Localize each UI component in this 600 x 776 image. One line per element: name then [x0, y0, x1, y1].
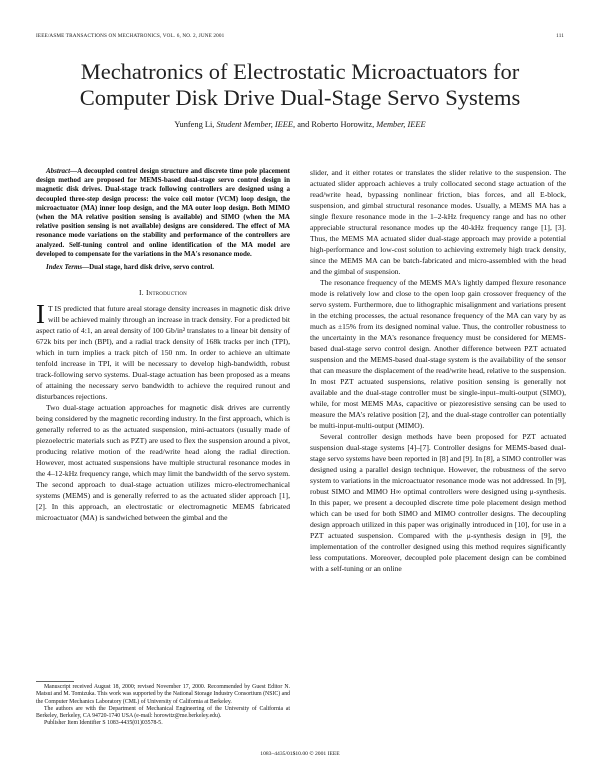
intro-paragraph-2: Two dual-stage actuation approaches for magnetic disk drives are currently being considered by the magnetic recording industry. In the first approach, which is generally referred to as the actuated suspension, mini-actuators (usually made of piezoelectric materials such as PZT) are used to flex the suspension around a pivot, producing relative motion of the read/write head along the radial direction. However, most actuated suspensions have multiple structural resonance modes in the 4–12-kHz frequency range, which may limit the bandwidth of the servo system. The second approach to dual-stage actuation utilizes micro-electromechanical systems (MEMS) and is generally referred to as the actuated slider approach [1], [2]. In this approach, an electrostatic or electromagnetic MEMS fabricated microactuator (MA) is sandwiched between the gimbal and the	[36, 403, 290, 523]
paper-title	[40, 59, 560, 111]
abstract-label: Abstract—	[46, 167, 78, 175]
footnote-affiliation: The authors are with the Department of Mechanical Engineering of the University of California at Berkeley, Berkeley, CA 94720-1740 USA (e-mail: horowitz@me.berkeley.edu).	[36, 705, 290, 720]
author-2-role: Member, IEEE	[376, 120, 426, 129]
index-terms	[36, 263, 290, 272]
title-line-2: Computer Disk Drive Dual-Stage Servo Systems	[79, 85, 521, 110]
author-conjunction: and Roberto Horowitz,	[295, 120, 377, 129]
footnote	[36, 684, 290, 728]
index-terms-label: Index Terms—	[46, 263, 90, 272]
author-1-role: Student Member, IEEE,	[216, 120, 296, 129]
right-paragraph-1: slider, and it either rotates or translates the slider relative to the suspension. The actuated slider approach achieves a truly collocated second stage actuation of the read/write head, bypassing nonlinear friction, bias forces, and all E-block, suspension, and gimbal structural resonance modes. Usually, a MEMS MA has a single flexure resonance mode in the 1–2-kHz frequency range and has no other appreciable structural resonance modes up the 40-kHz frequency range [1], [3]. Thus, the MEMS MA actuated slider dual-stage approach may provide a potential high-performance and low-cost solution to achieving extremely high track density, since the MEMS MA can be batch-fabricated and micro-assembled with the head and the gimbal of suspension.	[310, 168, 566, 276]
footnote-received: Manuscript received August 18, 2000; revised November 17, 2000. Recommended by Guest Editor N. Matsui and M. Tomizuka. This work was supported by the National Storage Industry Consortium (NSIC) and the Computer Mechanics Laboratory (CML) of University of California at Berkeley.	[36, 684, 290, 705]
abstract	[36, 167, 290, 259]
abstract-text: A decoupled control design structure and discrete time pole placement design method are proposed for MEMS-based dual-stage servo control design in magnetic disk drives. Dual-stage track following controllers are designed using a decoupled three-step design process: the voice coil motor (VCM) loop design, the microactuator (MA) inner loop design, and the MA outer loop design. Both MIMO (when the MA relative position sensing is available) and SIMO (when the MA relative position sensing is not available) designs are considered. The effect of MA resonance mode variations on the stability and performance of the controllers are analyzed. Self-tuning control and online identification of the MA model are developed to compensate for the variations in the MA's resonance mode.	[36, 167, 290, 258]
right-column	[310, 167, 566, 574]
intro-paragraph-1: I T IS predicted that future areal storage density increases in magnetic disk drive will be achieved mainly through an increase in track density. For a predicted bit aspect ratio of 4:1, an areal density of 100 Gb/in² translates to a linear bit density of 672k bits per inch (BPI), and a radial track density of 168k tracks per inch (TPI), which in turn implies a track pitch of 150 nm. In order to achieve an ultimate tenfold increase in TPI, it will be necessary to develop high-bandwidth, robust track-following servo systems. Dual-stage actuation has been proposed as a means of attaining the necessary servo bandwidth to achieve the required runout and disturbances rejections.	[36, 299, 291, 402]
section-heading	[36, 288, 290, 297]
index-terms-text: Dual stage, hard disk drive, servo control.	[89, 263, 215, 272]
drop-cap: I	[36, 299, 45, 330]
copyright-line: 1083–4435/01$10.00 © 2001 IEEE	[260, 751, 340, 757]
left-column	[36, 167, 290, 523]
footnote-rule	[36, 681, 74, 682]
right-paragraph-3: Several controller design methods have been proposed for PZT actuated suspension dual-stage systems [4]–[7]. Controller designs for MEMS-based dual-stage servo systems have been reported in [8] and [9]. In [8], a SIMO controller was designed using a parallel design technique. However, the robustness of the servo system to variations in the microactuator resonance mode was not addressed. In [9], robust SIMO and MIMO H∞ optimal controllers were designed using μ-synthesis. In this paper, we present a decoupled discrete time pole placement design method which can be used for both SIMO and MIMO controller designs. The decoupling design approach utilized in this paper was originally introduced in [10], for use in a PZT actuated suspension. Compared with the μ-synthesis design in [9], the implementation of the controller designed using this method requires significantly less computations. Moreover, decoupled pole placement design can be combined with a self-tuning or an online	[310, 432, 566, 573]
author-line	[40, 120, 560, 129]
section-title: Introduction	[145, 288, 187, 298]
introduction	[36, 299, 291, 523]
page-number: 111	[556, 33, 564, 39]
running-header: IEEE/ASME TRANSACTIONS ON MECHATRONICS, VOL. 6, NO. 2, JUNE 2001	[36, 33, 225, 39]
section-number: I.	[139, 288, 146, 298]
right-paragraph-2: The resonance frequency of the MEMS MA's lightly damped flexure resonance mode is relatively low and close to the open loop gain crossover frequency of the servo system. Furthermore, due to lithographic misalignment and variations present in the etching processes, the actual resonance frequency of the MA can vary by as much as ±15% from its designed nominal value. Thus, the controller robustness to the uncertainty in the MA's resonance frequency must be considered for MEMS-based dual-stage servo control design. Another difference between PZT actuated suspension and the MEMS-based dual-stage system is the availability of the sensor that can measure the displacement of the read/write head, relative to the suspension. In most PZT actuated suspensions, relative position sensing is generally not available and the dual-stage controller must be single-input–multi-output (SIMO), while, for most MEMS MAs, capacitive or piezoresistive sensing can be used to measure the MA's relative position [2], and the dual-stage controller can potentially be multi-input-multi-output (MIMO).	[310, 278, 566, 430]
title-line-1: Mechatronics of Electrostatic Microactuators for	[80, 59, 520, 84]
author-1-name: Yunfeng Li,	[174, 120, 217, 129]
footnote-publisher-id: Publisher Item Identifier S 1083-4435(01)03578-5.	[44, 720, 163, 727]
